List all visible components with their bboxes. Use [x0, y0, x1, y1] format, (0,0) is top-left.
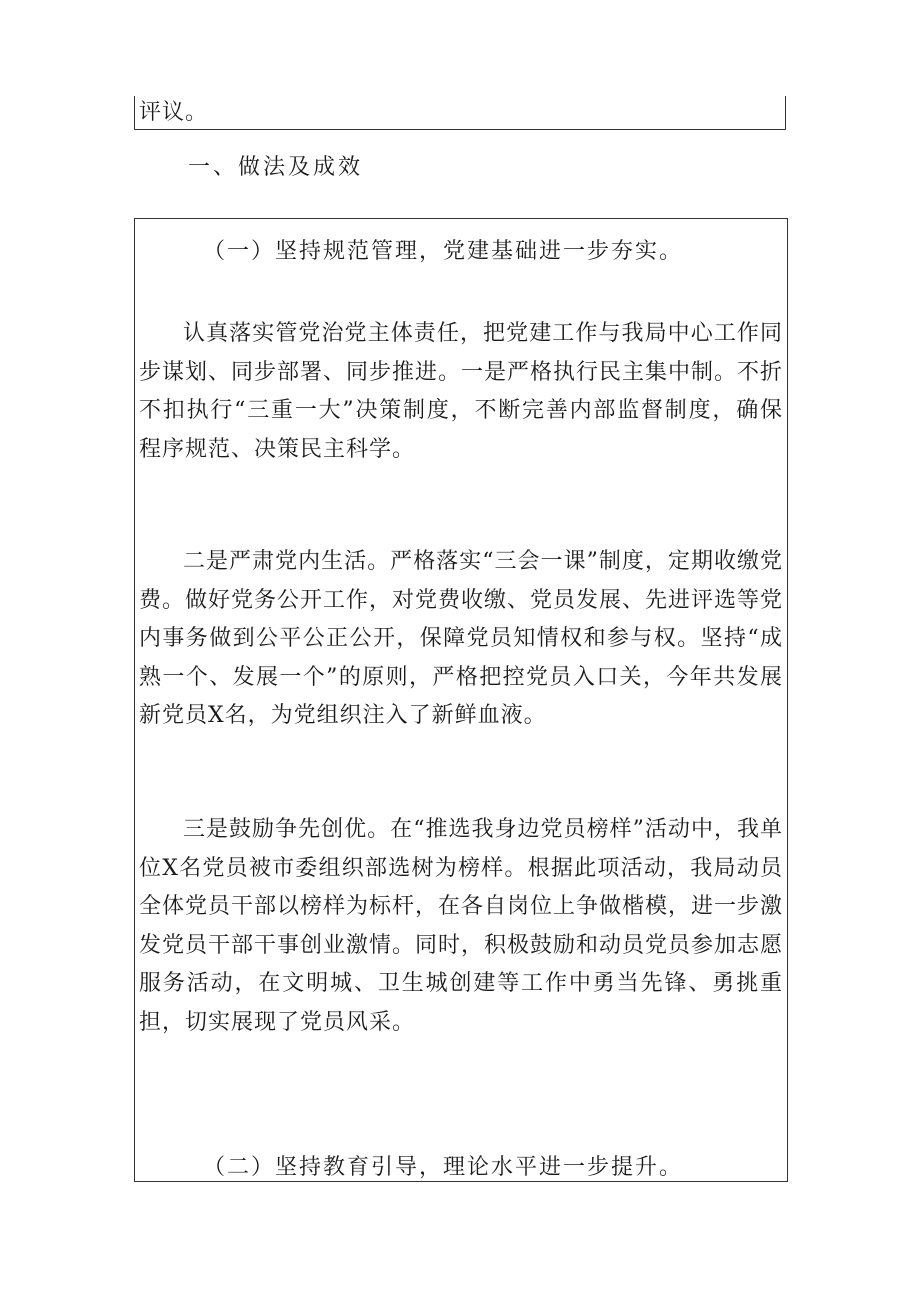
paragraph-2: 二是严肃党内生活。严格落实“三会一课”制度，定期收缴党费。做好党务公开工作，对党费收缴、党员发展、先进评选等党内事务做到公平公正公开，保障党员知情权和参与权。坚持“成熟一个、发展一个”的原则，严格把控党员入口关，今年共发展新党员X名，为党组织注入了新鲜血液。	[139, 549, 784, 728]
section-heading: 一、做法及成效	[188, 155, 364, 180]
paragraph-3: 三是鼓励争先创优。在“推选我身边党员榜样”活动中，我单位X名党员被市委组织部选树为榜样。根据此项活动，我局动员全体党员干部以榜样为标杆，在各自岗位上争做楷模，进一步激发党员干部干事创业激情。同时，积极鼓励和动员党员参加志愿服务活动，在文明城、卫生城创建等工作中勇当先锋、勇挑重担，切实展现了党员风采。	[139, 817, 784, 1035]
top-table-cell	[134, 96, 786, 130]
paragraph-1: 认真落实管党治党主体责任，把党建工作与我局中心工作同步谋划、同步部署、同步推进。一是严格执行民主集中制。不折不扣执行“三重一大”决策制度，不断完善内部监督制度，确保程序规范、决策民主科学。	[139, 321, 784, 462]
subsection-2-heading: （二）坚持教育引导，理论水平进一步提升。	[203, 1155, 684, 1180]
content-table-cell	[134, 218, 788, 1182]
top-fragment-text: 评议。	[139, 100, 209, 125]
subsection-1-heading: （一）坚持规范管理，党建基础进一步夯实。	[203, 239, 684, 264]
